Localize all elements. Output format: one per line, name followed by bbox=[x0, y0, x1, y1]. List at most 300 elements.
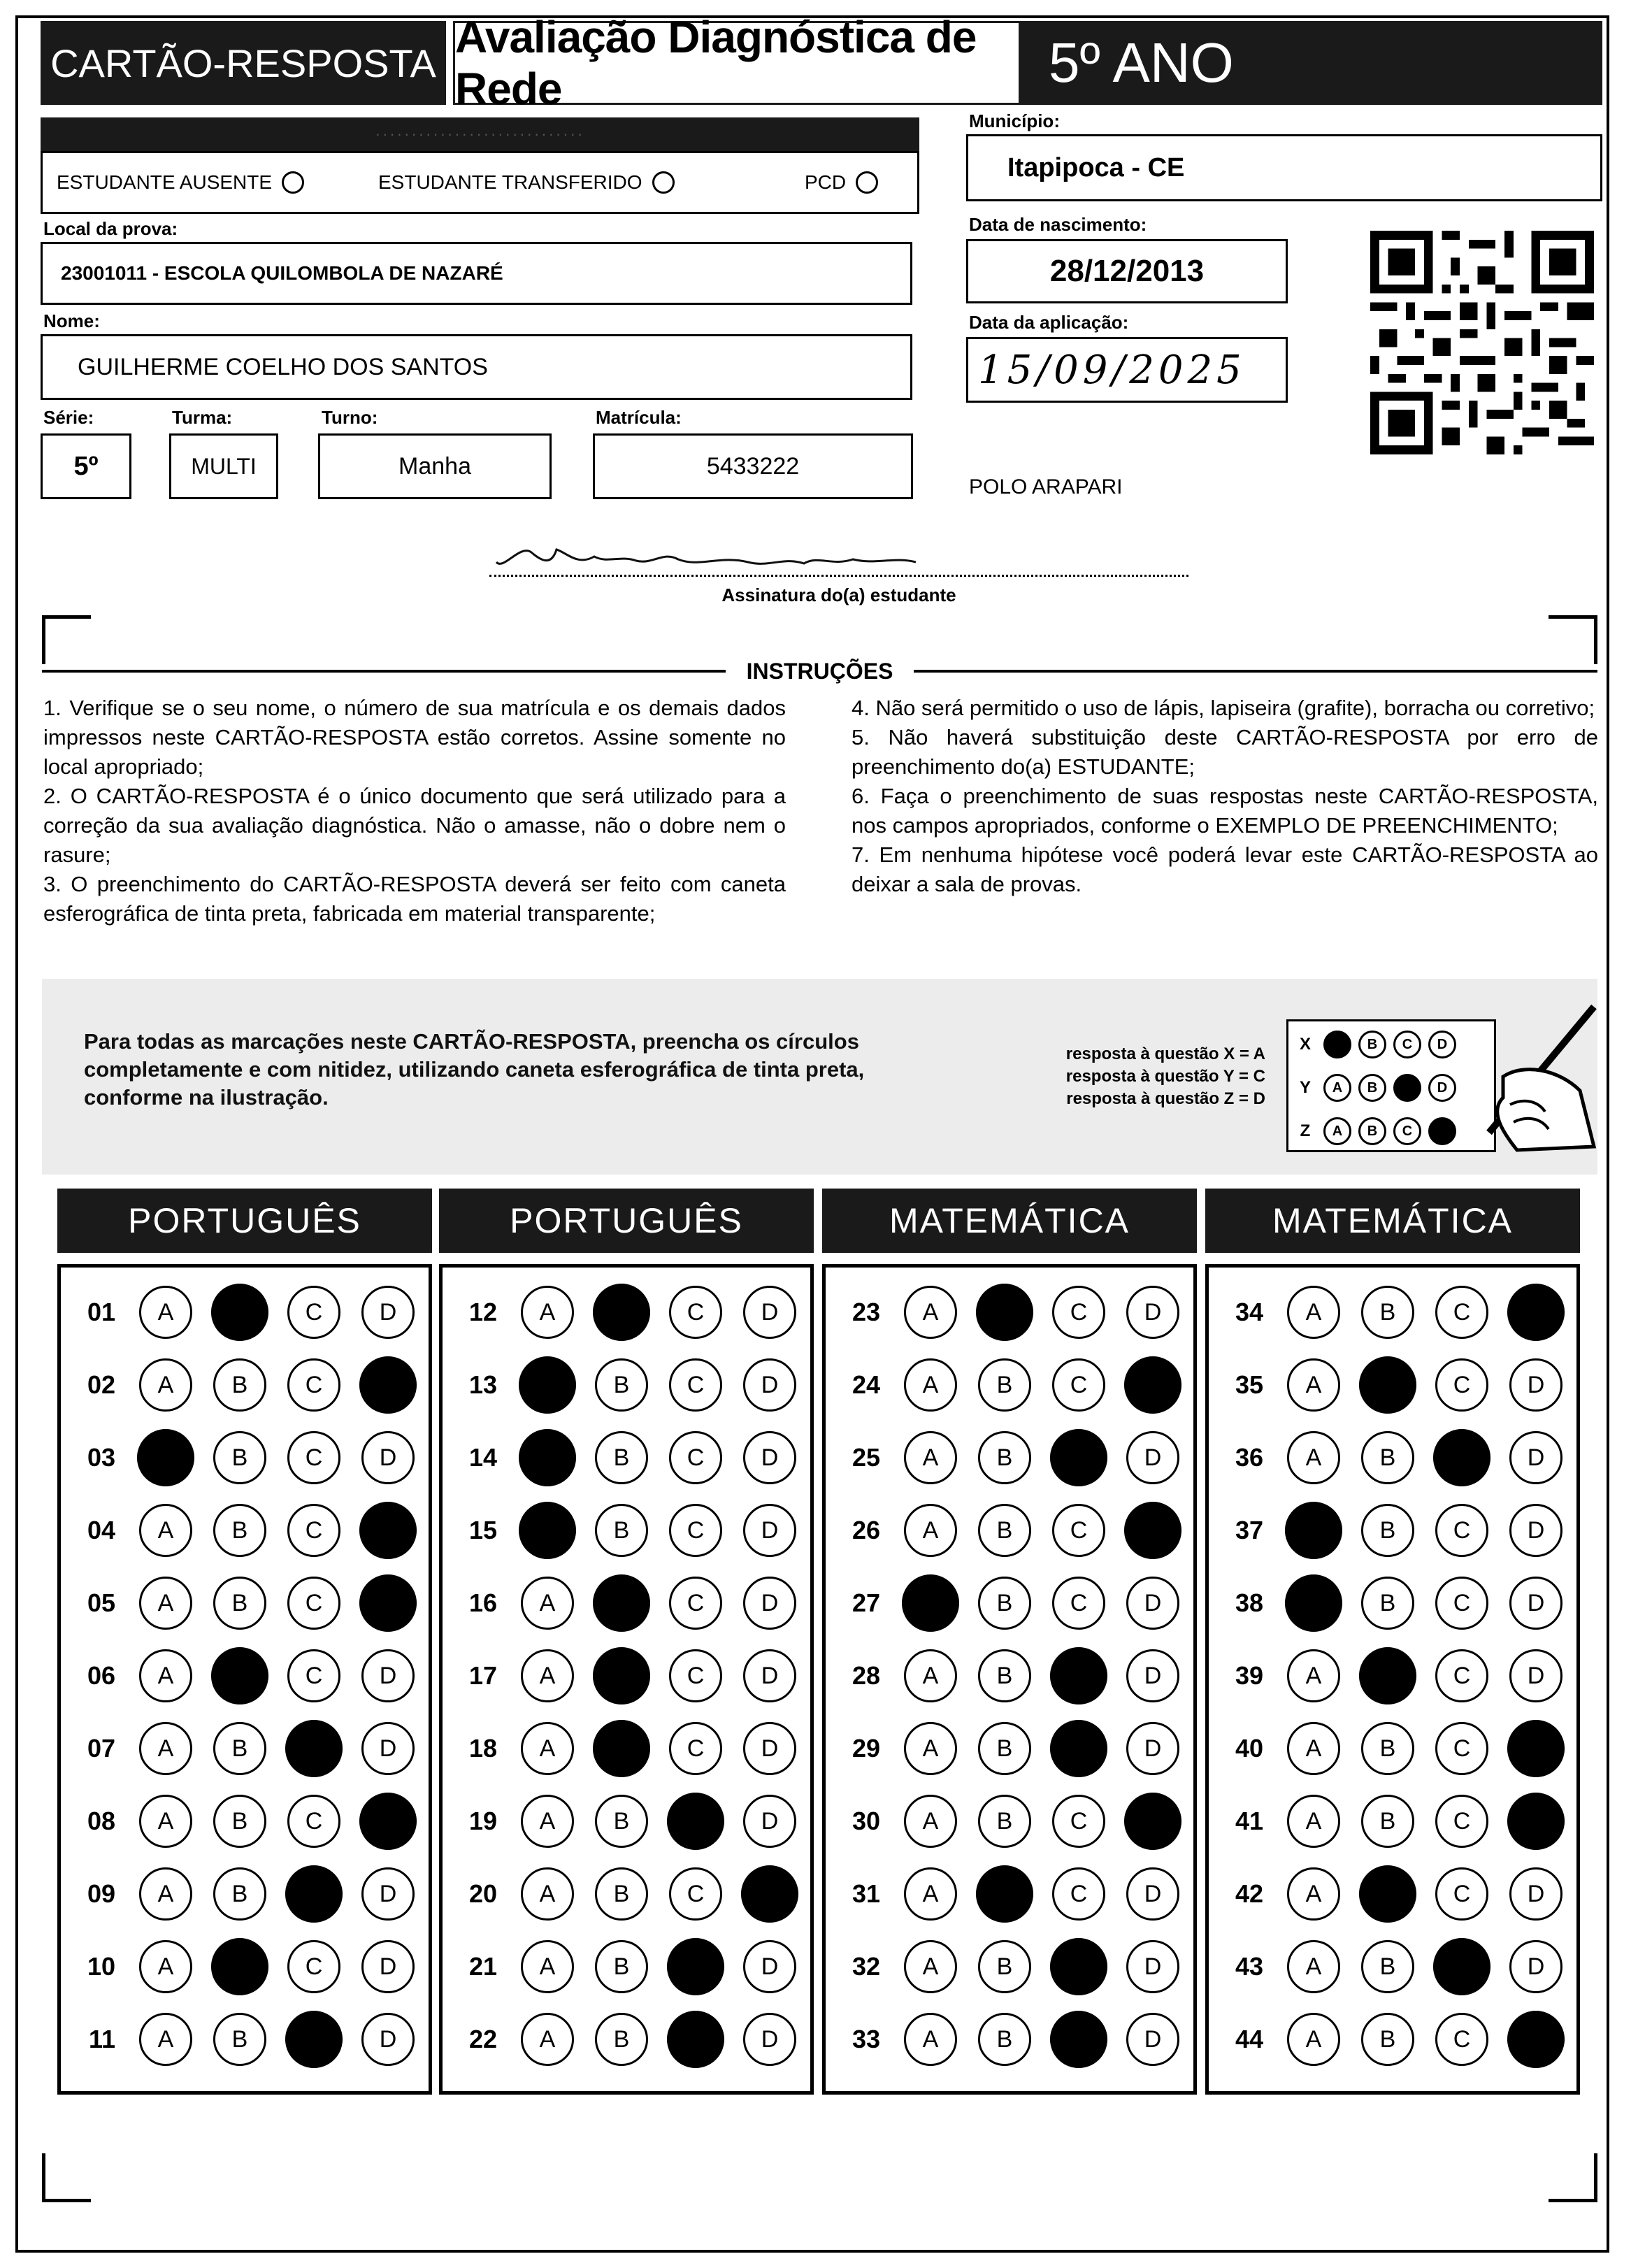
answer-bubble-b[interactable] bbox=[1359, 1647, 1416, 1704]
question-number: 15 bbox=[468, 1516, 497, 1544]
answer-bubble-c[interactable]: C bbox=[287, 1358, 340, 1412]
answer-bubble-d[interactable]: D bbox=[1126, 1577, 1179, 1630]
question-number: 23 bbox=[852, 1298, 880, 1326]
example-bubble-b: B bbox=[1358, 1117, 1386, 1145]
answer-bubble-d[interactable] bbox=[359, 1574, 417, 1632]
answer-bubble-c[interactable] bbox=[1050, 2011, 1107, 2068]
question-number: 11 bbox=[88, 2025, 115, 2053]
absent-circle[interactable] bbox=[282, 171, 304, 194]
subject-header: PORTUGUÊS bbox=[439, 1189, 814, 1253]
question-row bbox=[75, 1357, 415, 1413]
question-number: 39 bbox=[1235, 1661, 1263, 1690]
answer-bubble-c[interactable] bbox=[667, 1793, 724, 1850]
answer-bubble-c[interactable]: C bbox=[287, 1431, 340, 1484]
answer-bubble-a[interactable]: A bbox=[139, 1649, 192, 1702]
filling-example-legend bbox=[1028, 1043, 1265, 1110]
corner-mark bbox=[42, 2153, 91, 2202]
name-box bbox=[41, 334, 912, 400]
question-row bbox=[840, 1430, 1179, 1486]
example-bubble-c: C bbox=[1393, 1031, 1421, 1058]
answer-bubble-b[interactable]: B bbox=[595, 1504, 648, 1557]
question-number: 35 bbox=[1235, 1370, 1263, 1399]
answer-bubble-d[interactable]: D bbox=[1509, 1867, 1562, 1921]
answer-bubble-c[interactable]: C bbox=[1435, 1867, 1488, 1921]
answer-bubble-a[interactable]: A bbox=[1287, 1867, 1340, 1921]
answer-column bbox=[822, 1264, 1197, 2095]
answer-bubble-b[interactable]: B bbox=[978, 1577, 1031, 1630]
answer-bubble-a[interactable]: A bbox=[139, 1504, 192, 1557]
answer-bubble-a[interactable]: A bbox=[521, 1795, 574, 1848]
answer-bubble-c[interactable]: C bbox=[669, 1722, 722, 1775]
answer-bubble-a[interactable]: A bbox=[521, 1722, 574, 1775]
question-number: 44 bbox=[1235, 2025, 1263, 2053]
question-row bbox=[75, 2011, 415, 2067]
answer-bubble-d[interactable]: D bbox=[743, 1431, 796, 1484]
answer-bubble-c[interactable]: C bbox=[287, 1940, 340, 1993]
name-value: GUILHERME COELHO DOS SANTOS bbox=[78, 353, 488, 380]
filling-example-text: Para todas as marcações neste CARTÃO-RESPOSTA, preencha os círculos completamente e com nitidez, utilizando caneta esferográfica de tinta preta, conforme na ilustração. bbox=[84, 1029, 865, 1110]
answer-bubble-d[interactable]: D bbox=[361, 1867, 415, 1921]
answer-bubble-c[interactable]: C bbox=[1435, 1795, 1488, 1848]
answer-bubble-c[interactable]: C bbox=[287, 1577, 340, 1630]
answer-bubble-d[interactable]: D bbox=[361, 2013, 415, 2066]
answer-bubble-c[interactable] bbox=[1050, 1938, 1107, 1995]
answer-bubble-b[interactable]: B bbox=[1361, 1722, 1414, 1775]
answer-bubble-b[interactable]: B bbox=[213, 1577, 266, 1630]
answer-bubble-a[interactable] bbox=[519, 1502, 576, 1559]
answer-bubble-d[interactable]: D bbox=[1126, 1867, 1179, 1921]
application-box[interactable] bbox=[966, 337, 1288, 403]
question-row bbox=[1223, 1648, 1562, 1704]
answer-bubble-a[interactable]: A bbox=[521, 1867, 574, 1921]
pcd-option[interactable] bbox=[805, 171, 878, 194]
answer-bubble-d[interactable]: D bbox=[743, 1286, 796, 1339]
answer-bubble-d[interactable] bbox=[359, 1356, 417, 1414]
answer-bubble-b[interactable] bbox=[1359, 1356, 1416, 1414]
pcd-circle[interactable] bbox=[856, 171, 878, 194]
answer-bubble-a[interactable]: A bbox=[904, 1358, 957, 1412]
answer-bubble-a[interactable] bbox=[137, 1429, 194, 1486]
answer-bubble-c[interactable]: C bbox=[1052, 1286, 1105, 1339]
answer-bubble-c[interactable]: C bbox=[1435, 1358, 1488, 1412]
question-number: 34 bbox=[1235, 1298, 1263, 1326]
signature-label: Assinatura do(a) estudante bbox=[721, 584, 956, 605]
question-number: 03 bbox=[87, 1443, 115, 1472]
answer-bubble-b[interactable]: B bbox=[1361, 1286, 1414, 1339]
answer-bubble-d[interactable]: D bbox=[361, 1431, 415, 1484]
answer-bubble-b[interactable]: B bbox=[978, 1504, 1031, 1557]
question-row bbox=[75, 1648, 415, 1704]
answer-bubble-b[interactable] bbox=[211, 1284, 268, 1341]
legend-line: resposta à questão X = A bbox=[1065, 1045, 1265, 1063]
answer-bubble-a[interactable]: A bbox=[904, 1649, 957, 1702]
question-number: 30 bbox=[852, 1807, 880, 1835]
answer-bubble-d[interactable]: D bbox=[1509, 1504, 1562, 1557]
legend-line: resposta à questão Y = C bbox=[1065, 1067, 1265, 1086]
answer-bubble-c[interactable]: C bbox=[287, 1286, 340, 1339]
application-value: 15/09/2025 bbox=[978, 347, 1246, 393]
application-label: Data da aplicação: bbox=[969, 312, 1129, 333]
corner-mark bbox=[1549, 2153, 1597, 2202]
answer-bubble-b[interactable]: B bbox=[978, 1795, 1031, 1848]
question-row bbox=[75, 1430, 415, 1486]
local-value: 23001011 - ESCOLA QUILOMBOLA DE NAZARÉ bbox=[61, 262, 503, 284]
answer-bubble-c[interactable] bbox=[285, 2011, 343, 2068]
question-row bbox=[457, 1284, 796, 1340]
answer-bubble-d[interactable]: D bbox=[743, 1577, 796, 1630]
question-number: 18 bbox=[468, 1734, 497, 1763]
answer-bubble-a[interactable]: A bbox=[904, 1867, 957, 1921]
answer-bubble-c[interactable]: C bbox=[669, 1867, 722, 1921]
instruction-item: 1. Verifique se o seu nome, o número de sua matrícula e os demais dados impressos neste CARTÃO-RESPOSTA estão corretos. Assine somente no local apropriado; bbox=[43, 696, 786, 779]
answer-bubble-b[interactable]: B bbox=[1361, 2013, 1414, 2066]
answer-bubble-a[interactable]: A bbox=[1287, 1358, 1340, 1412]
answer-bubble-b[interactable]: B bbox=[213, 1504, 266, 1557]
answer-bubble-a[interactable]: A bbox=[904, 1504, 957, 1557]
question-number: 08 bbox=[87, 1807, 115, 1835]
example-bubble-c: C bbox=[1393, 1117, 1421, 1145]
answer-bubble-d[interactable]: D bbox=[743, 1940, 796, 1993]
question-number: 10 bbox=[87, 1952, 115, 1981]
answer-bubble-a[interactable]: A bbox=[904, 1722, 957, 1775]
question-row bbox=[1223, 1357, 1562, 1413]
answer-bubble-a[interactable]: A bbox=[904, 1795, 957, 1848]
question-row bbox=[457, 1575, 796, 1631]
answer-bubble-d[interactable] bbox=[1507, 1284, 1565, 1341]
question-row bbox=[840, 1357, 1179, 1413]
question-row bbox=[457, 1866, 796, 1922]
question-number: 21 bbox=[468, 1952, 497, 1981]
answer-bubble-b[interactable] bbox=[211, 1647, 268, 1704]
answer-bubble-d[interactable] bbox=[359, 1793, 417, 1850]
answer-bubble-d[interactable]: D bbox=[361, 1722, 415, 1775]
answer-bubble-b[interactable]: B bbox=[978, 1940, 1031, 1993]
answer-bubble-d[interactable]: D bbox=[743, 1722, 796, 1775]
answer-bubble-a[interactable]: A bbox=[139, 1795, 192, 1848]
answer-bubble-c[interactable]: C bbox=[1435, 1504, 1488, 1557]
example-bubble-b: B bbox=[1358, 1074, 1386, 1102]
answer-bubble-c[interactable] bbox=[667, 2011, 724, 2068]
answer-bubble-b[interactable] bbox=[593, 1574, 650, 1632]
status-bar: ····························· bbox=[41, 117, 919, 151]
subject-header: MATEMÁTICA bbox=[822, 1189, 1197, 1253]
answer-bubble-b[interactable] bbox=[593, 1284, 650, 1341]
answer-bubble-c[interactable]: C bbox=[1435, 1286, 1488, 1339]
qr-code bbox=[1370, 231, 1594, 454]
answer-bubble-a[interactable]: A bbox=[1287, 1431, 1340, 1484]
answer-bubble-c[interactable]: C bbox=[1052, 1795, 1105, 1848]
question-number: 26 bbox=[852, 1516, 880, 1544]
answer-bubble-b[interactable]: B bbox=[595, 1795, 648, 1848]
answer-bubble-d[interactable]: D bbox=[361, 1286, 415, 1339]
question-row bbox=[457, 1648, 796, 1704]
answer-bubble-d[interactable] bbox=[1507, 2011, 1565, 2068]
instruction-item: 7. Em nenhuma hipótese você poderá levar este CARTÃO-RESPOSTA ao deixar a sala de provas. bbox=[852, 842, 1598, 896]
question-number: 37 bbox=[1235, 1516, 1263, 1544]
answer-bubble-d[interactable]: D bbox=[1509, 1577, 1562, 1630]
answer-bubble-a[interactable]: A bbox=[139, 1358, 192, 1412]
answer-bubble-a[interactable]: A bbox=[139, 2013, 192, 2066]
question-row bbox=[457, 1793, 796, 1849]
question-number: 31 bbox=[852, 1879, 880, 1908]
absent-option[interactable] bbox=[57, 171, 304, 194]
answer-bubble-a[interactable] bbox=[902, 1574, 959, 1632]
answer-bubble-a[interactable]: A bbox=[1287, 1286, 1340, 1339]
answer-bubble-b[interactable] bbox=[593, 1720, 650, 1777]
answer-bubble-d[interactable]: D bbox=[1509, 1649, 1562, 1702]
municipio-value: Itapipoca - CE bbox=[1007, 152, 1185, 182]
answer-bubble-c[interactable]: C bbox=[1435, 1649, 1488, 1702]
question-row bbox=[75, 1721, 415, 1777]
answer-bubble-a[interactable] bbox=[1285, 1502, 1342, 1559]
turma-value: MULTI bbox=[191, 453, 257, 479]
answer-bubble-a[interactable]: A bbox=[521, 1649, 574, 1702]
question-row bbox=[840, 1939, 1179, 1995]
question-row bbox=[1223, 1721, 1562, 1777]
answer-bubble-c[interactable]: C bbox=[669, 1649, 722, 1702]
transferred-circle[interactable] bbox=[652, 171, 675, 194]
answer-bubble-b[interactable]: B bbox=[1361, 1795, 1414, 1848]
local-box bbox=[41, 242, 912, 305]
subject-header: MATEMÁTICA bbox=[1205, 1189, 1580, 1253]
question-number: 19 bbox=[468, 1807, 497, 1835]
example-bubble-d: D bbox=[1428, 1074, 1456, 1102]
answer-bubble-d[interactable]: D bbox=[1126, 1940, 1179, 1993]
answer-bubble-c[interactable] bbox=[1050, 1429, 1107, 1486]
answer-bubble-d[interactable]: D bbox=[743, 1358, 796, 1412]
answer-bubble-c[interactable]: C bbox=[287, 1504, 340, 1557]
answer-column bbox=[1205, 1264, 1580, 2095]
answer-bubble-a[interactable]: A bbox=[139, 1577, 192, 1630]
answer-bubble-b[interactable]: B bbox=[213, 1867, 266, 1921]
question-number: 42 bbox=[1235, 1879, 1263, 1908]
answer-bubble-b[interactable]: B bbox=[978, 1722, 1031, 1775]
answer-bubble-a[interactable]: A bbox=[139, 1286, 192, 1339]
answer-bubble-c[interactable]: C bbox=[1052, 1867, 1105, 1921]
question-row bbox=[457, 1357, 796, 1413]
answer-bubble-c[interactable] bbox=[285, 1720, 343, 1777]
answer-bubble-b[interactable]: B bbox=[213, 2013, 266, 2066]
answer-bubble-a[interactable]: A bbox=[139, 1722, 192, 1775]
signature bbox=[489, 531, 1188, 573]
answer-bubble-b[interactable] bbox=[976, 1284, 1033, 1341]
answer-bubble-d[interactable]: D bbox=[743, 2013, 796, 2066]
question-number: 16 bbox=[468, 1588, 497, 1617]
answer-bubble-d[interactable]: D bbox=[1126, 1431, 1179, 1484]
answer-bubble-d[interactable]: D bbox=[1509, 1431, 1562, 1484]
answer-bubble-b[interactable]: B bbox=[1361, 1577, 1414, 1630]
answer-bubble-c[interactable] bbox=[285, 1865, 343, 1923]
answer-bubble-a[interactable]: A bbox=[521, 1940, 574, 1993]
answer-bubble-c[interactable]: C bbox=[669, 1286, 722, 1339]
example-bubble-b: B bbox=[1358, 1031, 1386, 1058]
question-row bbox=[840, 1284, 1179, 1340]
answer-bubble-c[interactable]: C bbox=[1435, 1577, 1488, 1630]
answer-bubble-d[interactable]: D bbox=[743, 1795, 796, 1848]
answer-bubble-b[interactable] bbox=[593, 1647, 650, 1704]
answer-bubble-d[interactable] bbox=[1507, 1720, 1565, 1777]
answer-bubble-a[interactable]: A bbox=[521, 2013, 574, 2066]
answer-bubble-d[interactable] bbox=[1124, 1793, 1181, 1850]
answer-column bbox=[439, 1264, 814, 2095]
answer-bubble-a[interactable]: A bbox=[521, 1577, 574, 1630]
answer-bubble-d[interactable] bbox=[1507, 1793, 1565, 1850]
answer-bubble-b[interactable]: B bbox=[213, 1431, 266, 1484]
answer-bubble-b[interactable]: B bbox=[978, 1358, 1031, 1412]
answer-bubble-c[interactable]: C bbox=[287, 1795, 340, 1848]
answer-bubble-c[interactable]: C bbox=[287, 1649, 340, 1702]
answer-bubble-b[interactable]: B bbox=[213, 1795, 266, 1848]
turno-box bbox=[318, 433, 552, 499]
answer-bubble-b[interactable]: B bbox=[213, 1722, 266, 1775]
answer-bubble-b[interactable]: B bbox=[978, 2013, 1031, 2066]
answer-bubble-a[interactable]: A bbox=[1287, 1795, 1340, 1848]
answer-bubble-b[interactable] bbox=[1359, 1865, 1416, 1923]
answer-bubble-d[interactable]: D bbox=[1126, 2013, 1179, 2066]
question-row bbox=[1223, 1866, 1562, 1922]
answer-bubble-d[interactable]: D bbox=[1126, 1722, 1179, 1775]
turno-value: Manha bbox=[398, 452, 471, 480]
question-number: 01 bbox=[87, 1298, 115, 1326]
answer-bubble-c[interactable]: C bbox=[1052, 1577, 1105, 1630]
question-row bbox=[1223, 1502, 1562, 1558]
answer-bubble-a[interactable] bbox=[519, 1429, 576, 1486]
answer-bubble-b[interactable]: B bbox=[1361, 1431, 1414, 1484]
answer-bubble-c[interactable]: C bbox=[1435, 2013, 1488, 2066]
answer-bubble-b[interactable]: B bbox=[213, 1358, 266, 1412]
question-row bbox=[457, 1721, 796, 1777]
answer-bubble-c[interactable] bbox=[667, 1938, 724, 1995]
answer-bubble-b[interactable] bbox=[976, 1865, 1033, 1923]
answer-bubble-c[interactable] bbox=[1050, 1647, 1107, 1704]
answer-bubble-d[interactable]: D bbox=[743, 1649, 796, 1702]
subject-header: PORTUGUÊS bbox=[57, 1189, 432, 1253]
answer-bubble-a[interactable]: A bbox=[1287, 2013, 1340, 2066]
answer-bubble-b[interactable]: B bbox=[978, 1649, 1031, 1702]
question-row bbox=[75, 1575, 415, 1631]
birth-box bbox=[966, 239, 1288, 303]
instructions-heading bbox=[42, 657, 1597, 685]
municipio-box bbox=[966, 134, 1602, 201]
answer-bubble-a[interactable]: A bbox=[904, 1940, 957, 1993]
answer-bubble-c[interactable] bbox=[1433, 1429, 1490, 1486]
answer-bubble-c[interactable]: C bbox=[669, 1577, 722, 1630]
answer-bubble-a[interactable] bbox=[1285, 1574, 1342, 1632]
question-number: 17 bbox=[468, 1661, 497, 1690]
answer-bubble-a[interactable]: A bbox=[521, 1286, 574, 1339]
answer-bubble-a[interactable]: A bbox=[904, 1286, 957, 1339]
answer-bubble-a[interactable] bbox=[519, 1356, 576, 1414]
answer-bubble-a[interactable]: A bbox=[139, 1867, 192, 1921]
answer-bubble-b[interactable]: B bbox=[595, 1940, 648, 1993]
question-number: 13 bbox=[468, 1370, 497, 1399]
answer-bubble-d[interactable]: D bbox=[1509, 1358, 1562, 1412]
signature-line bbox=[489, 575, 1188, 577]
answer-bubble-d[interactable] bbox=[741, 1865, 798, 1923]
question-number: 22 bbox=[468, 2025, 497, 2053]
answer-bubble-c[interactable] bbox=[1433, 1938, 1490, 1995]
transferred-option[interactable] bbox=[378, 171, 675, 194]
answer-bubble-c[interactable]: C bbox=[1052, 1358, 1105, 1412]
answer-bubble-a[interactable]: A bbox=[1287, 1722, 1340, 1775]
instructions-left bbox=[43, 694, 786, 928]
answer-bubble-c[interactable]: C bbox=[669, 1358, 722, 1412]
legend-line: resposta à questão Z = D bbox=[1066, 1089, 1265, 1108]
polo-label: POLO ARAPARI bbox=[969, 475, 1123, 498]
name-label: Nome: bbox=[43, 310, 100, 331]
matricula-label: Matrícula: bbox=[596, 407, 682, 428]
question-number: 29 bbox=[852, 1734, 880, 1763]
municipio-label: Município: bbox=[969, 110, 1060, 131]
question-row bbox=[75, 1284, 415, 1340]
question-number: 25 bbox=[852, 1443, 880, 1472]
answer-bubble-d[interactable]: D bbox=[743, 1504, 796, 1557]
example-row-label: Y bbox=[1299, 1078, 1311, 1097]
answer-bubble-c[interactable]: C bbox=[1052, 1504, 1105, 1557]
matricula-value: 5433222 bbox=[706, 452, 800, 480]
answer-bubble-b[interactable]: B bbox=[595, 2013, 648, 2066]
answer-bubble-c[interactable]: C bbox=[1435, 1722, 1488, 1775]
answer-bubble-a[interactable]: A bbox=[1287, 1940, 1340, 1993]
answer-bubble-d[interactable] bbox=[359, 1502, 417, 1559]
answer-bubble-d[interactable]: D bbox=[1126, 1286, 1179, 1339]
answer-bubble-b[interactable] bbox=[211, 1938, 268, 1995]
question-row bbox=[1223, 1575, 1562, 1631]
question-number: 32 bbox=[852, 1952, 880, 1981]
answer-bubble-c[interactable] bbox=[1050, 1720, 1107, 1777]
question-number: 40 bbox=[1235, 1734, 1263, 1763]
question-row bbox=[75, 1939, 415, 1995]
question-number: 33 bbox=[852, 2025, 880, 2053]
question-row bbox=[1223, 1939, 1562, 1995]
answer-bubble-d[interactable]: D bbox=[1126, 1649, 1179, 1702]
instruction-item: 4. Não será permitido o uso de lápis, lapiseira (grafite), borracha ou corretivo; bbox=[852, 696, 1595, 720]
answer-bubble-b[interactable]: B bbox=[1361, 1504, 1414, 1557]
answer-bubble-b[interactable]: B bbox=[595, 1867, 648, 1921]
answer-bubble-d[interactable] bbox=[1124, 1356, 1181, 1414]
answer-bubble-b[interactable]: B bbox=[1361, 1940, 1414, 1993]
answer-bubble-a[interactable]: A bbox=[139, 1940, 192, 1993]
answer-bubble-d[interactable]: D bbox=[361, 1940, 415, 1993]
question-number: 28 bbox=[852, 1661, 880, 1690]
serie-value: 5º bbox=[73, 451, 99, 481]
question-number: 07 bbox=[87, 1734, 115, 1763]
answer-bubble-a[interactable]: A bbox=[904, 2013, 957, 2066]
serie-label: Série: bbox=[43, 407, 94, 428]
question-number: 02 bbox=[87, 1370, 115, 1399]
answer-bubble-c[interactable]: C bbox=[669, 1431, 722, 1484]
answer-bubble-a[interactable]: A bbox=[904, 1431, 957, 1484]
question-number: 05 bbox=[87, 1588, 115, 1617]
answer-bubble-a[interactable]: A bbox=[1287, 1649, 1340, 1702]
question-row bbox=[457, 1502, 796, 1558]
answer-bubble-b[interactable]: B bbox=[595, 1431, 648, 1484]
question-row bbox=[457, 1939, 796, 1995]
question-row bbox=[840, 1575, 1179, 1631]
question-number: 20 bbox=[468, 1879, 497, 1908]
question-row bbox=[840, 1793, 1179, 1849]
question-row bbox=[75, 1502, 415, 1558]
answer-bubble-b[interactable]: B bbox=[978, 1431, 1031, 1484]
answer-bubble-d[interactable]: D bbox=[1509, 1940, 1562, 1993]
answer-bubble-c[interactable]: C bbox=[669, 1504, 722, 1557]
hand-with-pen-icon bbox=[1461, 1000, 1601, 1154]
answer-bubble-d[interactable]: D bbox=[361, 1649, 415, 1702]
status-box bbox=[41, 151, 919, 214]
example-row-label: Z bbox=[1300, 1121, 1311, 1140]
answer-bubble-b[interactable]: B bbox=[595, 1358, 648, 1412]
answer-bubble-d[interactable] bbox=[1124, 1502, 1181, 1559]
